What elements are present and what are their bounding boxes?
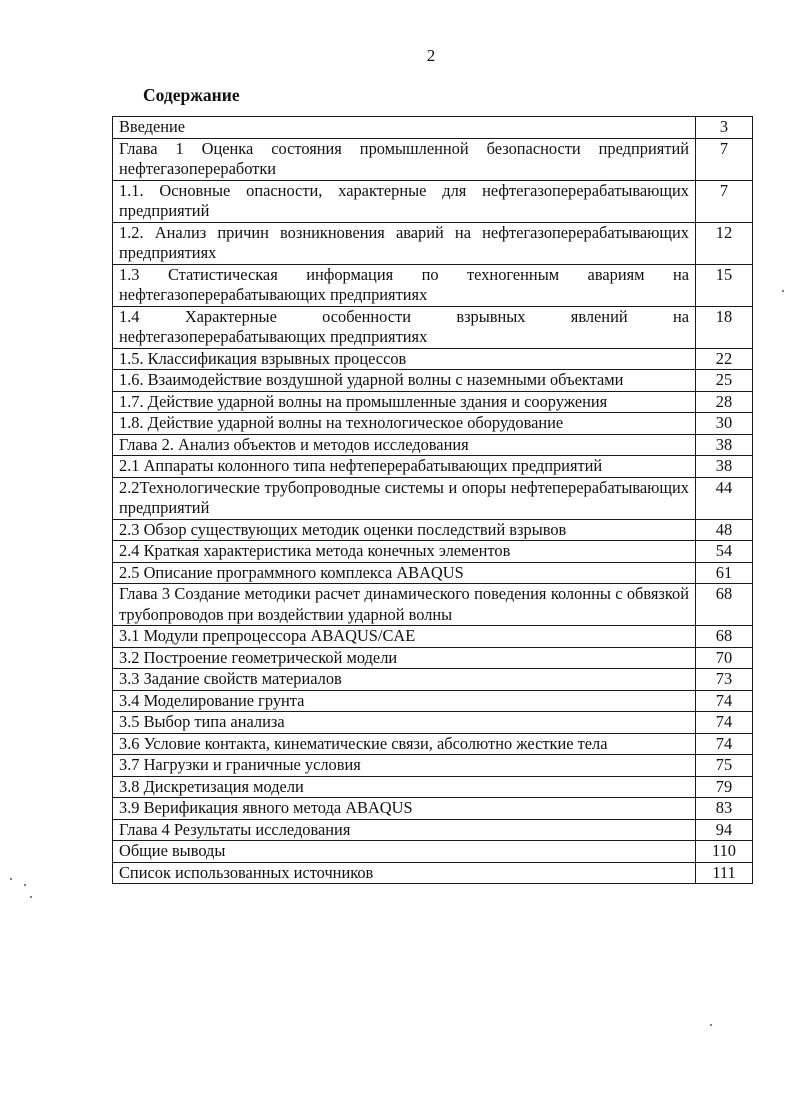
table-row xyxy=(113,477,753,519)
toc-entry-title: 3.1 Модули препроцессора ABAQUS/CAE xyxy=(113,626,696,648)
toc-entry-page: 111 xyxy=(696,862,753,884)
toc-entry-page: 83 xyxy=(696,798,753,820)
toc-entry-title: 1.7. Действие ударной волны на промышленные здания и сооружения xyxy=(113,391,696,413)
toc-entry-page: 75 xyxy=(696,755,753,777)
toc-entry-title: 2.2Технологические трубопроводные системы и опоры нефтеперерабатывающих предприятий xyxy=(113,477,696,519)
toc-entry-page: 18 xyxy=(696,306,753,348)
toc-entry-page: 74 xyxy=(696,733,753,755)
toc-entry-title: 1.2. Анализ причин возникновения аварий на нефтегазоперерабатывающих предприятиях xyxy=(113,222,696,264)
table-row xyxy=(113,841,753,863)
toc-entry-page: 7 xyxy=(696,138,753,180)
toc-entry-page: 68 xyxy=(696,626,753,648)
toc-entry-page: 48 xyxy=(696,519,753,541)
toc-entry-title: 3.2 Построение геометрической модели xyxy=(113,647,696,669)
toc-entry-title: 2.5 Описание программного комплекса ABAQUS xyxy=(113,562,696,584)
table-row xyxy=(113,306,753,348)
table-row xyxy=(113,117,753,139)
table-row xyxy=(113,733,753,755)
toc-entry-page: 79 xyxy=(696,776,753,798)
toc-entry-page: 61 xyxy=(696,562,753,584)
toc-entry-page: 110 xyxy=(696,841,753,863)
toc-entry-title: 3.6 Условие контакта, кинематические связи, абсолютно жесткие тела xyxy=(113,733,696,755)
toc-entry-title: 1.4 Характерные особенности взрывных явлений на нефтегазоперерабатывающих предприятиях xyxy=(113,306,696,348)
table-row xyxy=(113,391,753,413)
table-row xyxy=(113,180,753,222)
table-row xyxy=(113,456,753,478)
table-row xyxy=(113,562,753,584)
toc-entry-page: 15 xyxy=(696,264,753,306)
table-row xyxy=(113,755,753,777)
toc-entry-page: 74 xyxy=(696,690,753,712)
table-row xyxy=(113,138,753,180)
toc-entry-page: 3 xyxy=(696,117,753,139)
table-row xyxy=(113,434,753,456)
table-row xyxy=(113,712,753,734)
toc-entry-title: 3.5 Выбор типа анализа xyxy=(113,712,696,734)
table-row xyxy=(113,370,753,392)
page-number: 2 xyxy=(426,46,436,65)
toc-entry-title: Глава 3 Создание методики расчет динамического поведения колонны с обвязкой трубопроводов при воздействии ударной волны xyxy=(113,584,696,626)
toc-entry-page: 73 xyxy=(696,669,753,691)
toc-entry-page: 94 xyxy=(696,819,753,841)
table-row xyxy=(113,819,753,841)
toc-entry-title: 3.7 Нагрузки и граничные условия xyxy=(113,755,696,777)
toc-entry-title: 1.3 Статистическая информация по техногенным авариям на нефтегазоперерабатывающих предприятиях xyxy=(113,264,696,306)
toc-entry-title: Глава 1 Оценка состояния промышленной безопасности предприятий нефтегазопереработки xyxy=(113,138,696,180)
toc-entry-title: Общие выводы xyxy=(113,841,696,863)
toc-entry-title: 2.4 Краткая характеристика метода конечных элементов xyxy=(113,541,696,563)
toc-entry-page: 68 xyxy=(696,584,753,626)
toc-entry-title: 2.1 Аппараты колонного типа нефтеперерабатывающих предприятий xyxy=(113,456,696,478)
table-row xyxy=(113,862,753,884)
toc-entry-page: 70 xyxy=(696,647,753,669)
toc-entry-title: Глава 4 Результаты исследования xyxy=(113,819,696,841)
toc-entry-title: Введение xyxy=(113,117,696,139)
toc-entry-title: 3.9 Верификация явного метода ABAQUS xyxy=(113,798,696,820)
table-row xyxy=(113,413,753,435)
table-row xyxy=(113,264,753,306)
toc-entry-page: 28 xyxy=(696,391,753,413)
scan-speck xyxy=(710,1024,712,1026)
toc-entry-page: 38 xyxy=(696,456,753,478)
scan-speck xyxy=(24,884,26,886)
toc-entry-page: 30 xyxy=(696,413,753,435)
toc-entry-title: 1.8. Действие ударной волны на технологическое оборудование xyxy=(113,413,696,435)
toc-entry-title: 1.5. Классификация взрывных процессов xyxy=(113,348,696,370)
toc-entry-page: 7 xyxy=(696,180,753,222)
toc-entry-page: 44 xyxy=(696,477,753,519)
table-row xyxy=(113,626,753,648)
table-row xyxy=(113,798,753,820)
table-row xyxy=(113,222,753,264)
page-title: Содержание xyxy=(143,85,240,105)
toc-entry-title: Список использованных источников xyxy=(113,862,696,884)
table-row xyxy=(113,348,753,370)
toc-entry-page: 74 xyxy=(696,712,753,734)
toc-entry-page: 54 xyxy=(696,541,753,563)
toc-entry-title: 1.6. Взаимодействие воздушной ударной волны с наземными объектами xyxy=(113,370,696,392)
table-row xyxy=(113,647,753,669)
scan-speck xyxy=(30,896,32,898)
toc-entry-page: 38 xyxy=(696,434,753,456)
toc-entry-page: 25 xyxy=(696,370,753,392)
table-row xyxy=(113,690,753,712)
table-row xyxy=(113,519,753,541)
toc-entry-title: 1.1. Основные опасности, характерные для нефтегазоперерабатывающих предприятий xyxy=(113,180,696,222)
table-row xyxy=(113,669,753,691)
scan-speck xyxy=(10,878,12,880)
toc-entry-title: 2.3 Обзор существующих методик оценки последствий взрывов xyxy=(113,519,696,541)
toc-entry-page: 12 xyxy=(696,222,753,264)
toc-entry-title: Глава 2. Анализ объектов и методов исследования xyxy=(113,434,696,456)
toc-entry-title: 3.8 Дискретизация модели xyxy=(113,776,696,798)
toc-entry-page: 22 xyxy=(696,348,753,370)
toc-entry-title: 3.3 Задание свойств материалов xyxy=(113,669,696,691)
table-row xyxy=(113,584,753,626)
scan-speck xyxy=(782,290,784,292)
toc-entry-title: 3.4 Моделирование грунта xyxy=(113,690,696,712)
table-row xyxy=(113,776,753,798)
table-of-contents xyxy=(112,116,753,884)
table-row xyxy=(113,541,753,563)
